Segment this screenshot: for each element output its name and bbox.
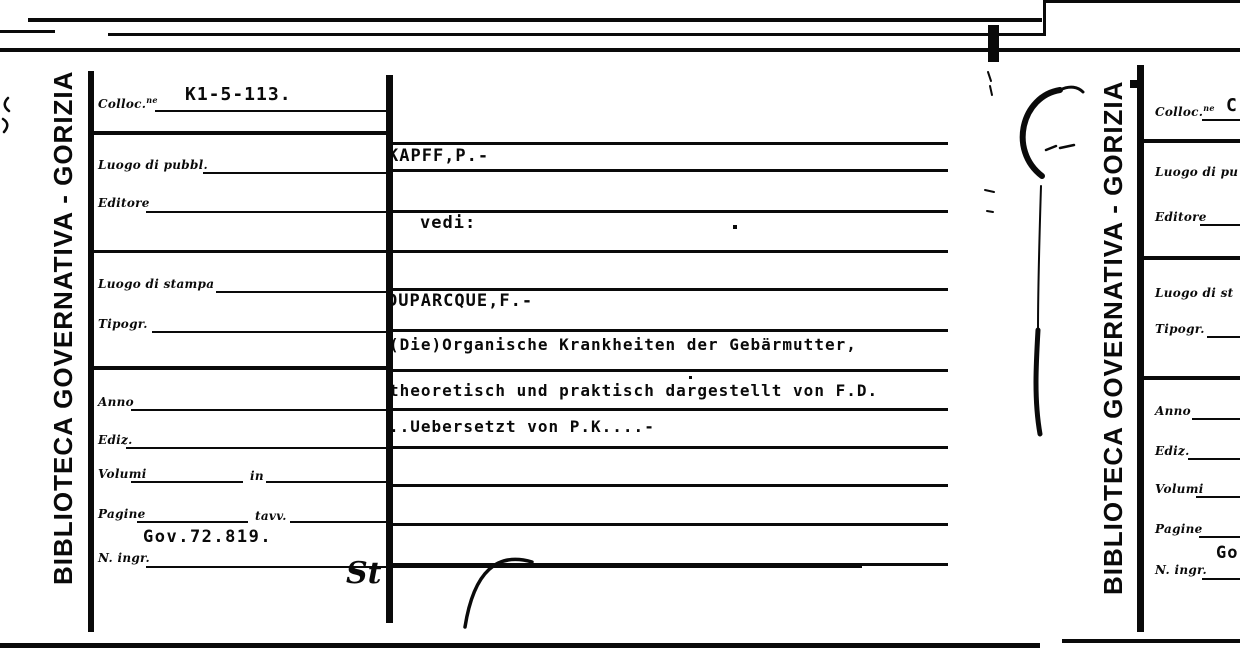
field-label-n-ingr: N. ingr. [98, 551, 151, 565]
library-name-vertical: BIBLIOTECA GOVERNATIVA - GORIZIA [1098, 80, 1128, 595]
card-stack-corner-line [1043, 0, 1240, 3]
card-stack-edge-line [28, 18, 1042, 22]
entry-author: DUPARCQUE,F.- [387, 291, 534, 311]
card-left-border [88, 71, 94, 632]
field-underline [152, 331, 386, 333]
field-label-editore: Editore [1155, 210, 1207, 224]
field-underline [1188, 458, 1240, 460]
cross-ref-author: KAPFF,P.- [388, 146, 490, 166]
card-stack-edge-line [108, 33, 1044, 36]
section-line [1140, 376, 1240, 380]
field-underline [146, 211, 386, 213]
section-line [88, 366, 386, 370]
section-line [1140, 256, 1240, 260]
inventory-number: Gov.72.819. [143, 527, 273, 547]
field-label-anno: Anno [1155, 404, 1191, 418]
field-label-luogo-stampa: Luogo di stampa [98, 277, 215, 291]
card-left-border [1137, 65, 1144, 632]
card-edge-stroke [1038, 186, 1041, 330]
card-bottom-edge [0, 643, 1040, 648]
ink-dash-marks [985, 190, 994, 212]
ruled-line [390, 169, 948, 172]
field-underline [203, 172, 386, 174]
field-label-tipogr: Tipogr. [98, 317, 148, 331]
field-label-luogo-pubbl: Luogo di pu [1155, 165, 1239, 179]
field-label-colloc [1155, 103, 1215, 119]
field-underline [137, 521, 248, 523]
entry-title-line3: ..Uebersetzt von P.K....- [389, 417, 655, 436]
ruled-line [390, 329, 948, 332]
colloc-value: K1-5-113. [185, 84, 292, 105]
field-label-tipogr: Tipogr. [1155, 322, 1205, 336]
field-label-ediz: Ediz. [98, 433, 133, 447]
card-edge-stroke [1036, 330, 1040, 434]
field-underline [1199, 536, 1240, 538]
ruled-line [390, 484, 948, 487]
card-stack-corner-line [1043, 0, 1046, 36]
field-underline [1192, 418, 1240, 420]
edge-curl-marks [3, 98, 9, 132]
entry-title-line1: (Die)Organische Krankheiten der Gebärmutter, [389, 335, 857, 354]
handwritten-paren-tip [1060, 87, 1083, 92]
library-name-vertical: BIBLIOTECA GOVERNATIVA - GORIZIA [48, 70, 78, 585]
field-underline [131, 409, 386, 411]
section-line [1140, 139, 1240, 143]
field-label-colloc [98, 95, 158, 111]
field-label-colloc-sup: ne [146, 95, 158, 105]
card-bottom-edge [1062, 639, 1240, 643]
field-underline [266, 481, 386, 483]
entry-title-line2: theoretisch und praktisch dargestellt von F.D. [389, 381, 879, 400]
ruled-line [390, 142, 948, 145]
ink-speck [733, 225, 737, 229]
inventory-number: Go [1216, 543, 1239, 563]
card-stack-edge-line [0, 30, 55, 33]
section-line [88, 131, 386, 135]
ink-speck [689, 376, 692, 379]
field-label-luogo-pubbl: Luogo di pubbl. [98, 158, 208, 172]
ruled-line [390, 369, 948, 372]
field-underline [146, 566, 862, 568]
field-label-editore: Editore [98, 196, 150, 210]
field-underline [155, 110, 386, 112]
ruled-line [390, 563, 948, 566]
ruled-line [390, 523, 948, 526]
field-label-pagine: Pagine [1155, 522, 1203, 536]
field-label-colloc-text: Colloc. [1155, 105, 1204, 119]
handwritten-st-mark: St [346, 556, 382, 591]
cross-ref-word: vedi: [420, 213, 477, 233]
ink-dash-marks [988, 72, 992, 95]
field-underline [290, 521, 386, 523]
field-underline [131, 481, 243, 483]
handwritten-dash-marks [1046, 145, 1074, 150]
field-underline [1207, 336, 1240, 338]
ruled-line [390, 408, 948, 411]
field-label-pagine: Pagine [98, 507, 146, 521]
ruled-line [390, 446, 948, 449]
field-underline [126, 447, 386, 449]
field-underline [1202, 578, 1240, 580]
handwritten-paren-mark [1023, 90, 1060, 176]
card-stack-edge-line [0, 48, 1240, 52]
field-label-anno: Anno [98, 395, 134, 409]
field-underline [1196, 496, 1240, 498]
field-underline [216, 291, 386, 293]
field-label-luogo-stampa: Luogo di st [1155, 286, 1234, 300]
field-label-ediz: Ediz. [1155, 444, 1190, 458]
field-label-tavv: tavv. [255, 509, 287, 523]
field-underline [1200, 224, 1240, 226]
field-label-colloc-text: Colloc. [98, 97, 147, 111]
field-label-n-ingr: N. ingr. [1155, 563, 1208, 577]
field-underline [1202, 119, 1240, 121]
handwritten-paren-bottom [465, 559, 532, 627]
field-label-in: in [250, 469, 264, 483]
section-line [88, 250, 948, 253]
colloc-value: C [1226, 95, 1238, 116]
field-label-volumi: Volumi [1155, 482, 1204, 496]
field-label-volumi: Volumi [98, 467, 147, 481]
field-label-colloc-sup: ne [1203, 103, 1215, 113]
ink-blot [988, 25, 999, 62]
